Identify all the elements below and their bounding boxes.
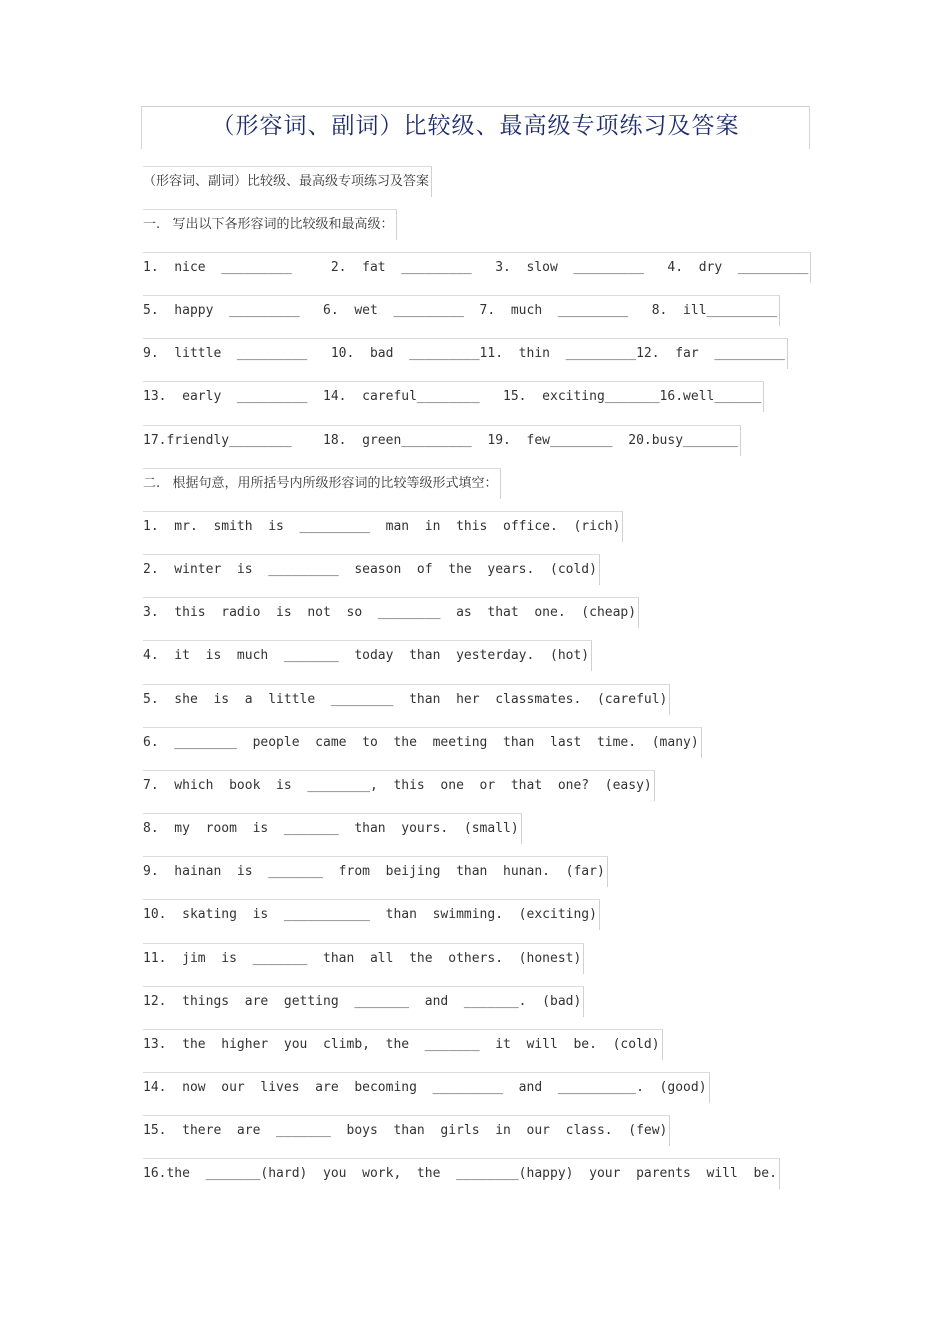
section2-heading: 二. 根据句意，用所括号内所级形容词的比较等级形式填空： xyxy=(143,468,501,499)
exercise-row: 13. early _________ 14. careful________ 15. exciting_______16.well______ xyxy=(143,381,764,412)
exercise-row: 1. nice _________ 2. fat _________ 3. slow _________ 4. dry _________ xyxy=(143,252,811,283)
exercise-row: 14. now our lives are becoming _________ and __________. (good) xyxy=(143,1072,710,1103)
exercise-row: 1. mr. smith is _________ man in this office. (rich) xyxy=(143,511,623,542)
exercise-row: 12. things are getting _______ and _______. (bad) xyxy=(143,986,584,1017)
exercise-row: 13. the higher you climb, the _______ it will be. (cold) xyxy=(143,1029,663,1060)
exercise-row: 9. little _________ 10. bad _________11. thin _________12. far _________ xyxy=(143,338,788,369)
exercise-row: 11. jim is _______ than all the others. (honest) xyxy=(143,943,584,974)
exercise-row: 5. she is a little ________ than her classmates. (careful) xyxy=(143,684,670,715)
exercise-row: 16.the _______(hard) you work, the ________(happy) your parents will be. xyxy=(143,1158,780,1189)
exercise-row: 17.friendly________ 18. green_________ 19. few________ 20.busy_______ xyxy=(143,425,741,456)
exercise-row: 4. it is much _______ today than yesterday. (hot) xyxy=(143,640,592,671)
page-title: （形容词、副词）比较级、最高级专项练习及答案 xyxy=(211,113,740,139)
exercise-row: 15. there are _______ boys than girls in our class. (few) xyxy=(143,1115,670,1146)
exercise-row: 2. winter is _________ season of the years. (cold) xyxy=(143,554,600,585)
exercise-row: 8. my room is _______ than yours. (small) xyxy=(143,813,522,844)
exercise-row: 5. happy _________ 6. wet _________ 7. much _________ 8. ill_________ xyxy=(143,295,780,326)
exercise-row: 7. which book is ________, this one or that one? (easy) xyxy=(143,770,655,801)
title-box xyxy=(141,106,810,149)
subtitle: （形容词、副词）比较级、最高级专项练习及答案 xyxy=(143,166,432,197)
exercise-row: 10. skating is ___________ than swimming. (exciting) xyxy=(143,899,600,930)
exercise-row: 6. ________ people came to the meeting than last time. (many) xyxy=(143,727,702,758)
exercise-row: 3. this radio is not so ________ as that one. (cheap) xyxy=(143,597,639,628)
exercise-row: 9. hainan is _______ from beijing than hunan. (far) xyxy=(143,856,608,887)
section1-heading: 一. 写出以下各形容词的比较级和最高级： xyxy=(143,209,397,240)
